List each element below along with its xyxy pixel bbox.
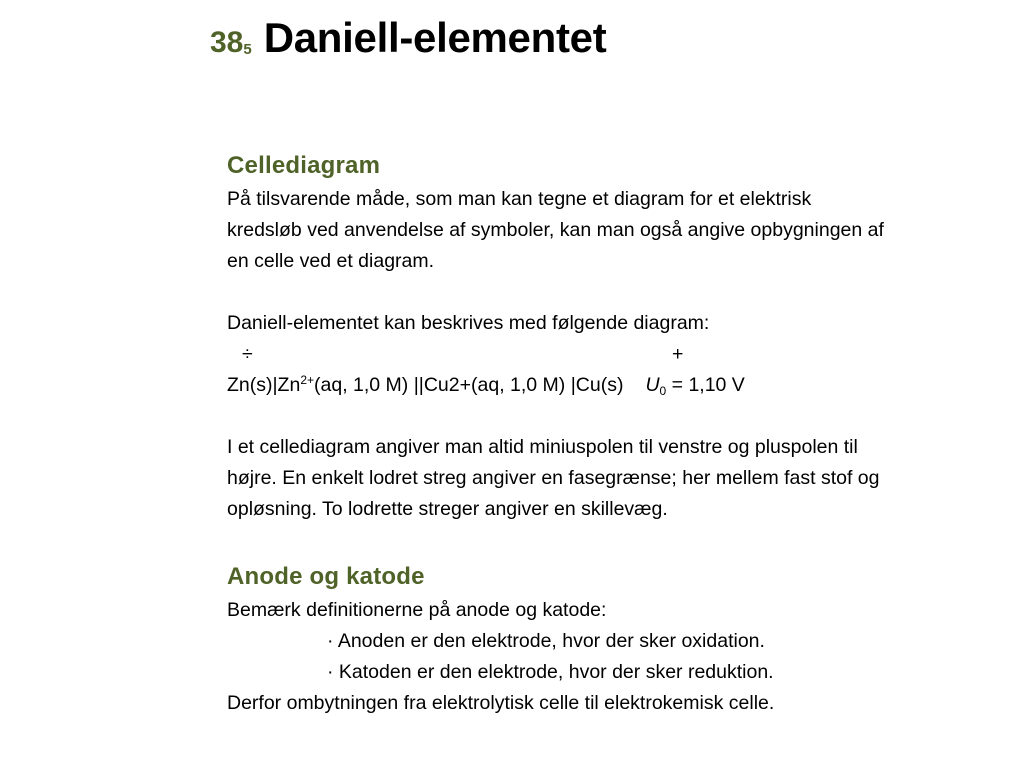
formula-superscript: 2+ <box>300 373 315 387</box>
definitions-intro: Bemærk definitionerne på anode og katode: <box>227 599 607 621</box>
minus-pole-sign: ÷ <box>242 343 253 365</box>
slide-number: 38 <box>210 26 244 59</box>
section-heading-anode-katode: Anode og katode <box>227 563 425 590</box>
formula-part-2: (aq, 1,0 M) ||Cu2+(aq, 1,0 M) |Cu(s) <box>314 374 624 396</box>
slide-content <box>227 148 1017 719</box>
formula-part-1: Zn(s)|Zn <box>227 374 301 396</box>
slide-title-text: Daniell-elementet <box>263 14 607 61</box>
section-heading-cellediagram: Cellediagram <box>227 152 381 179</box>
slide-title <box>210 14 606 62</box>
cell-diagram-formula <box>227 370 1017 401</box>
paragraph-line: en celle ved et diagram. <box>227 250 435 272</box>
voltage-subscript: 0 <box>659 384 667 398</box>
voltage-value: = 1,10 V <box>666 374 745 396</box>
conclusion-line: Derfor ombytningen fra elektrolytisk celle til elektrokemisk celle. <box>227 692 775 714</box>
diagram-intro: Daniell-elementet kan beskrives med følgende diagram: <box>227 312 710 334</box>
plus-pole-sign: + <box>672 343 684 365</box>
voltage-symbol: U <box>645 374 660 396</box>
bullet-item-anode: · Anoden er den elektrode, hvor der sker oxidation. <box>327 630 765 652</box>
pole-signs <box>227 339 1017 370</box>
explanation-line: I et cellediagram angiver man altid miniuspolen til venstre og pluspolen til <box>227 436 858 458</box>
explanation-line: opløsning. To lodrette streger angiver en skillevæg. <box>227 498 668 520</box>
slide-subnumber: 5 <box>243 41 252 58</box>
explanation-line: højre. En enkelt lodret streg angiver en fasegrænse; her mellem fast stof og <box>227 467 880 489</box>
paragraph-line: På tilsvarende måde, som man kan tegne et diagram for et elektrisk <box>227 188 812 210</box>
paragraph-line: kredsløb ved anvendelse af symboler, kan man også angive opbygningen af <box>227 219 884 241</box>
bullet-item-katode: · Katoden er den elektrode, hvor der sker reduktion. <box>327 661 774 683</box>
